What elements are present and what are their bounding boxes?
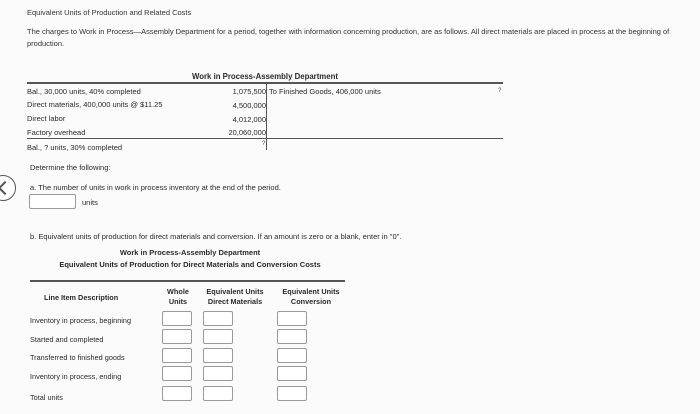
problem-intro: The charges to Work in Process—Assembly Department for a period, together with information concerning production, are as follows. All direct materials are placed in process at the beginning of production. xyxy=(27,27,670,48)
header-direct-materials: Equivalent Units Direct Materials xyxy=(206,287,264,306)
debit-direct-labor: Direct labor xyxy=(27,114,66,123)
debit-factory-overhead: Factory overhead xyxy=(27,128,86,137)
dm-total-input[interactable] xyxy=(203,386,233,401)
row-label-total: Total units xyxy=(30,393,63,402)
ending-units-input[interactable] xyxy=(29,194,76,209)
whole-units-ending-input[interactable] xyxy=(162,366,192,381)
beginning-balance-amount: 1,075,500 xyxy=(232,87,266,96)
header-conversion: Equivalent Units Conversion xyxy=(282,287,340,306)
row-label-beginning: Inventory in process, beginning xyxy=(30,316,132,325)
part-b-text: b. Equivalent units of production for direct materials and conversion. If an amount is zero or a blank, enter in "0". xyxy=(30,232,402,241)
ending-balance: Bal., ? units, 30% completed xyxy=(27,143,123,152)
conversion-ending-input[interactable] xyxy=(277,366,307,381)
previous-arrow-icon[interactable] xyxy=(0,175,16,201)
conversion-transferred-input[interactable] xyxy=(277,348,307,363)
t-account-bottom-rule xyxy=(27,138,503,139)
header-line-item: Line Item Description xyxy=(44,293,119,302)
conversion-total-input[interactable] xyxy=(277,386,307,401)
factory-overhead-amount: 20,060,000 xyxy=(228,128,266,137)
eup-table-top-rule xyxy=(30,280,345,282)
conversion-beginning-input[interactable] xyxy=(277,311,307,326)
direct-materials-amount: 4,500,000 xyxy=(232,101,266,110)
dm-beginning-input[interactable] xyxy=(203,311,233,326)
whole-units-started-input[interactable] xyxy=(162,329,192,344)
t-account-center-line xyxy=(266,83,267,139)
header-whole-units: Whole Units xyxy=(167,287,189,306)
table-title-1: Work in Process-Assembly Department xyxy=(119,248,261,257)
dm-transferred-input[interactable] xyxy=(203,348,233,363)
problem-title: Equivalent Units of Production and Related Costs xyxy=(27,8,192,17)
debit-beginning-balance: Bal., 30,000 units, 40% completed xyxy=(27,87,141,96)
t-account-title: Work in Process-Assembly Department xyxy=(192,72,338,81)
row-label-started: Started and completed xyxy=(30,335,104,344)
t-account-top-rule xyxy=(27,82,503,84)
whole-units-total-input[interactable] xyxy=(162,386,192,401)
credit-amount-unknown: ? xyxy=(498,88,502,94)
row-label-transferred: Transferred to finished goods xyxy=(30,353,125,362)
direct-labor-amount: 4,012,000 xyxy=(232,115,266,124)
credit-finished-goods: To Finished Goods, 406,000 units xyxy=(269,87,381,96)
conversion-started-input[interactable] xyxy=(277,329,307,344)
part-a-units-label: units xyxy=(82,198,98,207)
whole-units-beginning-input[interactable] xyxy=(162,311,192,326)
dm-ending-input[interactable] xyxy=(203,366,233,381)
row-label-ending: Inventory in process, ending xyxy=(30,372,122,381)
debit-direct-materials: Direct materials, 400,000 units @ $11.25 xyxy=(27,100,163,109)
dm-started-input[interactable] xyxy=(203,329,233,344)
whole-units-transferred-input[interactable] xyxy=(162,348,192,363)
ending-balance-unknown: ? xyxy=(262,141,266,147)
ending-balance-line xyxy=(266,139,267,150)
part-a-text: a. The number of units in work in process inventory at the end of the period. xyxy=(30,183,281,192)
determine-label: Determine the following: xyxy=(30,163,111,172)
table-title-2: Equivalent Units of Production for Direct Materials and Conversion Costs xyxy=(59,260,321,269)
